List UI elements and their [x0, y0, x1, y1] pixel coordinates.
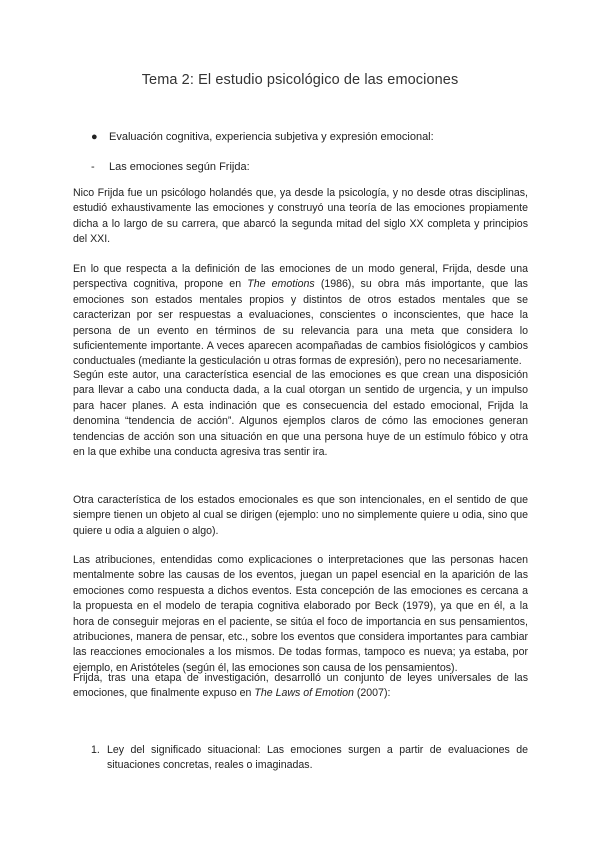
book-title-the-emotions: The emotions — [247, 278, 315, 291]
list-item-number: 1. — [91, 744, 100, 756]
bullet-text: Evaluación cognitiva, experiencia subjetiva y expresión emocional: — [109, 131, 434, 143]
paragraph-laws-text-a: Frijda, tras una etapa de investigación, desarrolló un conjunto de leyes universales de las emociones, que finalmente expuso en — [73, 672, 528, 700]
paragraph-attributions: Las atribuciones, entendidas como explicaciones o interpretaciones que las personas hacen mentalmente sobre las causas de los eventos, juegan un papel esencial en la aparición de las emociones como respuesta a dichos eventos. Esta concepción de las emociones es cercana a la propuesta en el modelo de terapia cognitiva elaborado por Beck (1979), ya que en él, a la hora de conseguir mejoras en el paciente, se sitúa el foco de importancia en sus pensamientos, atribuciones, manera de pensar, etc., sobre los eventos que considera importantes para cambiar las reacciones emocionales a los mismos. De todas formas, tampoco es nueva; ya estaba, por ejemplo, en Aristóteles (según él, las emociones son causa de los pensamientos). — [73, 554, 528, 674]
paragraph-definition-text-a: En lo que respecta a la definición de las emociones de un modo general, Frijda, desde una perspectiva cognitiva, propone en — [73, 263, 528, 291]
paragraph-definition-text-b: (1986), su obra más importante, que las emociones son estados mentales propios y distintos de otros estados mentales que se caracterizan por ser respuestas a evaluaciones, conscientes o inconscientes, que hace la persona de un evento en términos de su relevancia para una meta que considera lo suficientemente importante. A veces aparecen acompañadas de cambios fisiológicos y cambios conductuales (mediante la gesticulación u otras formas de expresión), pero no necesariamente. — [73, 278, 528, 368]
list-item-text: Ley del significado situacional: Las emociones surgen a partir de evaluaciones de situaciones concretas, reales o imaginadas. — [107, 744, 528, 772]
bullet-marker: ● — [91, 131, 98, 143]
dash-text: Las emociones según Frijda: — [109, 161, 250, 173]
paragraph-laws-text-b: (2007): — [353, 687, 391, 700]
dash-item — [91, 159, 250, 175]
list-item — [91, 743, 528, 774]
paragraph-frijda-intro: Nico Frijda fue un psicólogo holandés que, ya desde la psicología, y no desde otras disciplinas, estudió exhaustivamente las emociones y construyó una teoría de las emociones propiamente dicha a lo largo de su carrera, que abarcó la segunda mitad del siglo XX completa y principios del XXI. — [73, 187, 528, 246]
dash-marker: - — [91, 161, 95, 173]
book-title-laws-of-emotion: The Laws of Emotion — [254, 687, 354, 700]
page-title: Tema 2: El estudio psicológico de las emociones — [141, 72, 459, 88]
paragraph-laws — [73, 671, 528, 702]
paragraph-intentionality: Otra característica de los estados emocionales es que son intencionales, en el sentido de que siempre tienen un objeto al cual se dirigen (ejemplo: uno no simplemente quiere u odia, sino que quiere u odia a alguien o algo). — [73, 494, 528, 537]
paragraph-definition — [73, 262, 528, 370]
paragraph-action-tendency: Según este autor, una característica esencial de las emociones es que crean una disposición para llevar a cabo una conducta dada, a la cual otorgan un sentido de urgencia, y un impulso para hacer planes. A esta indinación que es consecuencia del estado emocional, Frijda la denomina “tendencia de acción”. Algunos ejemplos claros de cómo las emociones generan tendencias de acción son una situación en que una persona huye de un estímulo fóbico y otra en la que exhibe una conducta agresiva tras sentir ira. — [73, 369, 528, 459]
bullet-item — [91, 129, 434, 145]
